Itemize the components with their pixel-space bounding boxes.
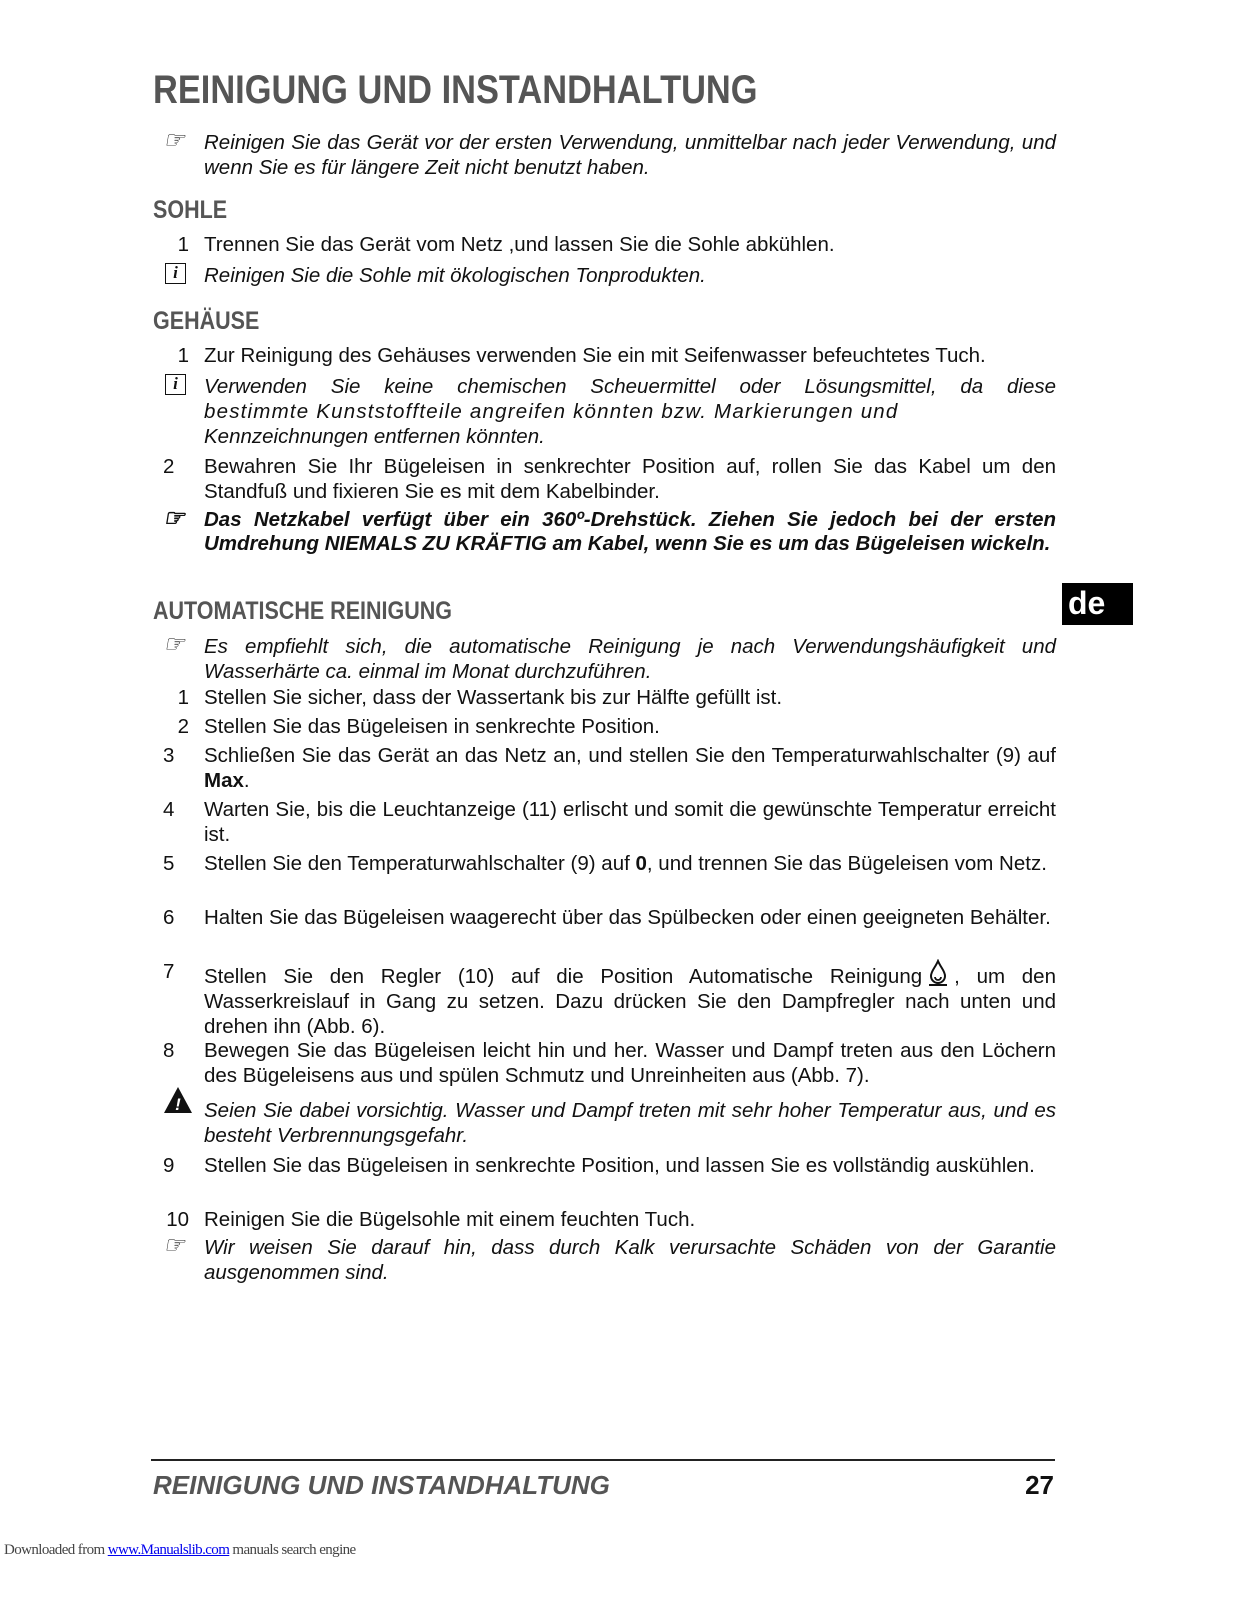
auto-step-2: [163, 714, 1056, 739]
step-number: 9: [163, 1154, 175, 1177]
info-text: [204, 374, 1056, 449]
warning-text: Seien Sie dabei vorsichtig. Wasser und Dampf treten mit sehr hoher Temperatur aus, und es besteht Verbrennungsgefahr.: [204, 1099, 1056, 1147]
auto-warning: [163, 1095, 1056, 1148]
auto-step-1: [163, 685, 1056, 710]
auto-step-3: 3 Schließen Sie das Gerät an das Netz an, und stellen Sie den Temperaturwahlschalter (9) auf Max.: [163, 744, 1056, 792]
page-number: 27: [1025, 1470, 1054, 1500]
step-number: 5: [163, 852, 175, 875]
self-clean-drop-icon: [926, 959, 950, 987]
step-number: 2: [177, 715, 189, 738]
step-number: 7: [163, 960, 175, 983]
step-text: Stellen Sie sicher, dass der Wassertank bis zur Hälfte gefüllt ist.: [204, 686, 783, 709]
step-text: Warten Sie, bis die Leuchtanzeige (11) erlischt und somit die gewünschte Temperatur erreicht ist.: [204, 798, 1056, 846]
note-text: Wir weisen Sie darauf hin, dass durch Kalk verursachte Schäden von der Garantie ausgenommen sind.: [204, 1236, 1056, 1284]
step-text: Bewahren Sie Ihr Bügeleisen in senkrechter Position auf, rollen Sie das Kabel um den Standfuß und fixieren Sie es mit dem Kabelbinder.: [204, 455, 1056, 503]
gehaeuse-note: [163, 505, 1056, 556]
auto-step-7: 7 Stellen Sie den Regler (10) auf die Position Automatische Reinigung , um den Wasserkreislauf in Gang zu setzen. Dazu drücken Sie den Dampfregler nach unten und drehen ihn (Abb. 6).: [163, 960, 1056, 1038]
auto-intro: [163, 631, 1056, 684]
warning-icon: [163, 1086, 193, 1114]
intro-text: Reinigen Sie das Gerät vor der ersten Verwendung, unmittelbar nach jeder Verwendung, und wenn Sie es für längere Zeit nicht benutzt haben.: [204, 131, 1056, 179]
step-text: Stellen Sie das Bügeleisen in senkrechte Position, und lassen Sie es vollständig auskühlen.: [204, 1154, 1035, 1177]
auto-step-4: [163, 797, 1056, 847]
step-number: 1: [177, 686, 189, 709]
auto-step-5: 5 Stellen Sie den Temperaturwahlschalter (9) auf 0, und trennen Sie das Bügeleisen vom Netz.: [163, 852, 1047, 875]
note-text: Das Netzkabel verfügt über ein 360º-Drehstück. Ziehen Sie jedoch bei der ersten Umdrehung NIEMALS ZU KRÄFTIG am Kabel, wenn Sie es um das Bügeleisen wickeln.: [204, 508, 1056, 555]
sohle-step-1: [163, 232, 1056, 257]
gehaeuse-step-1: [163, 343, 1056, 368]
info-icon: i: [165, 374, 186, 395]
info-line: bestimmte Kunststoffteile angreifen könnten bzw. Markierungen und: [204, 400, 899, 423]
auto-step-9: [163, 1153, 1056, 1178]
step-number: 4: [163, 798, 175, 821]
svg-text:!: !: [175, 1095, 181, 1114]
step-number: 2: [163, 455, 175, 478]
hand-pointer-icon: ☞: [163, 1232, 185, 1259]
download-notice: Downloaded from www.Manualslib.com manuals search engine: [4, 1542, 356, 1558]
step-text: Bewegen Sie das Bügeleisen leicht hin und her. Wasser und Dampf treten aus den Löchern des Bügeleisens aus und spülen Schmutz und Unreinheiten aus (Abb. 7).: [204, 1039, 1056, 1087]
gehaeuse-info: [163, 374, 1056, 449]
info-line: Verwenden Sie keine chemischen Scheuermittel oder Lösungsmittel, da diese: [204, 375, 1056, 398]
language-tab: de: [1062, 583, 1133, 625]
hand-pointer-icon: ☞: [163, 631, 185, 658]
step-number: 3: [163, 744, 175, 767]
step-number: 1: [177, 344, 189, 367]
step-number: 10: [166, 1208, 189, 1231]
step-text: Stellen Sie das Bügeleisen in senkrechte Position.: [204, 715, 660, 738]
step-number: 6: [163, 906, 175, 929]
hand-pointer-icon: ☞: [163, 127, 185, 154]
auto-step-10: [163, 1207, 1056, 1232]
info-icon: i: [165, 263, 186, 284]
manualslib-link[interactable]: www.Manualslib.com: [107, 1542, 230, 1558]
footer-divider: [151, 1459, 1055, 1461]
step-text: Stellen Sie den Regler (10) auf die Position Automatische Reinigung: [204, 965, 923, 988]
step-bold-value: Max: [204, 769, 244, 792]
section-heading-gehaeuse: GEHÄUSE: [153, 307, 260, 335]
info-text: Reinigen Sie die Sohle mit ökologischen Tonprodukten.: [204, 264, 706, 287]
step-text: Reinigen Sie die Bügelsohle mit einem feuchten Tuch.: [204, 1208, 696, 1231]
step-number: 1: [177, 233, 189, 256]
auto-step-6: [163, 905, 1056, 930]
gehaeuse-step-2: [163, 454, 1056, 504]
step-text: Trennen Sie das Gerät vom Netz ,und lassen Sie die Sohle abkühlen.: [204, 233, 835, 256]
step-text: Stellen Sie den Temperaturwahlschalter (9) auf: [204, 852, 636, 875]
auto-note: [163, 1232, 1056, 1285]
step-number: 8: [163, 1039, 175, 1062]
intro-text: Es empfiehlt sich, die automatische Reinigung je nach Verwendungshäufigkeit und Wasserhärte ca. einmal im Monat durchzuführen.: [204, 635, 1056, 683]
sohle-info: [163, 263, 1056, 288]
footer-title: REINIGUNG UND INSTANDHALTUNG: [153, 1470, 610, 1500]
step-text: Schließen Sie das Gerät an das Netz an, und stellen Sie den Temperaturwahlschalter (9) auf: [204, 744, 1056, 767]
intro-note: [163, 127, 1056, 180]
hand-pointer-icon: ☞: [163, 505, 185, 532]
info-line: Kennzeichnungen entfernen könnten.: [204, 425, 545, 448]
step-text: Halten Sie das Bügeleisen waagerecht über das Spülbecken oder einen geeigneten Behälter.: [204, 906, 1051, 929]
page-title: REINIGUNG UND INSTANDHALTUNG: [153, 68, 758, 112]
step-text: Zur Reinigung des Gehäuses verwenden Sie ein mit Seifenwasser befeuchtetes Tuch.: [204, 344, 986, 367]
auto-step-8: [163, 1038, 1056, 1088]
step-bold-value: 0: [635, 852, 647, 875]
section-heading-auto: AUTOMATISCHE REINIGUNG: [153, 597, 453, 625]
section-heading-sohle: SOHLE: [153, 196, 228, 224]
